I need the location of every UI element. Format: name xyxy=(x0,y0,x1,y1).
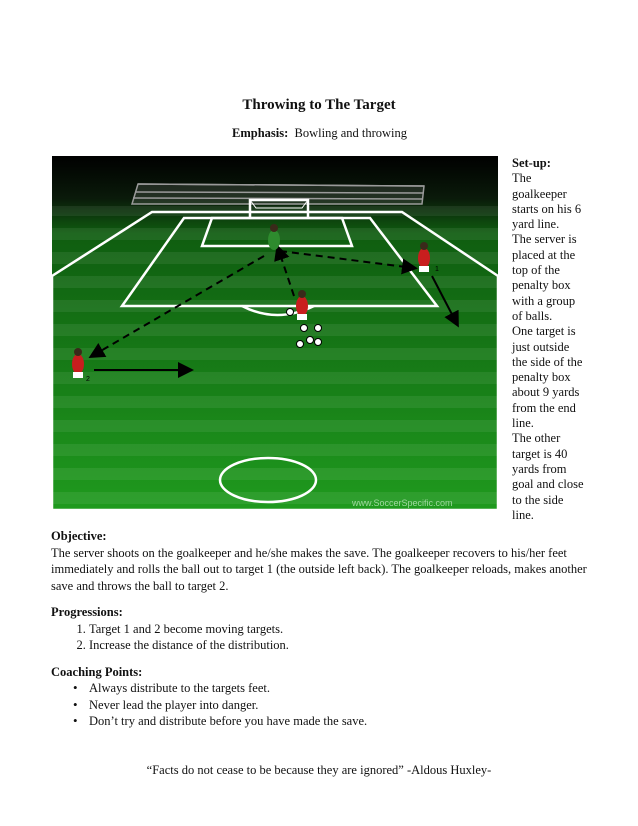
setup-line: with a group xyxy=(512,293,576,308)
list-item: 1. Target 1 and 2 become moving targets. xyxy=(89,621,611,638)
list-item: • Always distribute to the targets feet. xyxy=(89,680,611,697)
target-1-label: 1 xyxy=(435,266,439,273)
setup-heading: Set-up: xyxy=(512,156,551,170)
setup-line: yard line. xyxy=(512,217,560,232)
content-body xyxy=(51,528,611,730)
page-title: Throwing to The Target xyxy=(242,97,396,113)
progressions-heading: Progressions: xyxy=(51,605,123,619)
setup-line: One target is xyxy=(512,324,576,339)
setup-line: The other xyxy=(512,431,561,446)
setup-line: goalkeeper xyxy=(512,186,567,201)
setup-line: from the end xyxy=(512,400,576,415)
setup-line: placed at the xyxy=(512,247,576,262)
list-item: • Don’t try and distribute before you have made the save. xyxy=(89,713,611,730)
soccer-field-diagram xyxy=(52,156,498,510)
setup-line: just outside xyxy=(512,339,570,354)
setup-line: target is 40 xyxy=(512,446,568,461)
progressions-list xyxy=(51,621,611,654)
emphasis-line xyxy=(232,126,407,141)
setup-line: line. xyxy=(512,416,534,431)
list-item: 2. Increase the distance of the distribution. xyxy=(89,637,611,654)
objective-heading: Objective: xyxy=(51,529,107,543)
objective-text: The server shoots on the goalkeeper and he/she makes the save. The goalkeeper recovers to his/her feet immediately and rolls the ball out to target 1 (the outside left back). The goalkeeper reloads, makes another save and throws the ball to target 2. xyxy=(51,545,587,593)
setup-line: to the side xyxy=(512,492,564,507)
setup-line: starts on his 6 xyxy=(512,201,582,216)
setup-line: line. xyxy=(512,507,534,522)
setup-lines xyxy=(512,171,592,523)
setup-line: about 9 yards xyxy=(512,385,580,400)
setup-line: goal and close xyxy=(512,477,584,492)
watermark: www.SoccerSpecific.com xyxy=(352,498,453,508)
emphasis-label: Emphasis: xyxy=(232,126,289,140)
target-2-label: 2 xyxy=(86,376,90,383)
setup-line: penalty box xyxy=(512,278,571,293)
setup-panel xyxy=(512,156,592,523)
list-item: • Never lead the player into danger. xyxy=(89,697,611,714)
setup-line: The server is xyxy=(512,232,577,247)
setup-line: top of the xyxy=(512,263,560,278)
setup-line: The xyxy=(512,171,532,186)
setup-line: yards from xyxy=(512,461,567,476)
setup-line: the side of the xyxy=(512,354,583,369)
coaching-list xyxy=(51,680,611,730)
coaching-heading: Coaching Points: xyxy=(51,664,143,679)
footer-quote: “Facts do not cease to be because they are ignored” -Aldous Huxley- xyxy=(146,763,492,777)
setup-line: of balls. xyxy=(512,308,553,323)
setup-line: penalty box xyxy=(512,370,571,385)
emphasis-text: Bowling and throwing xyxy=(294,126,408,140)
